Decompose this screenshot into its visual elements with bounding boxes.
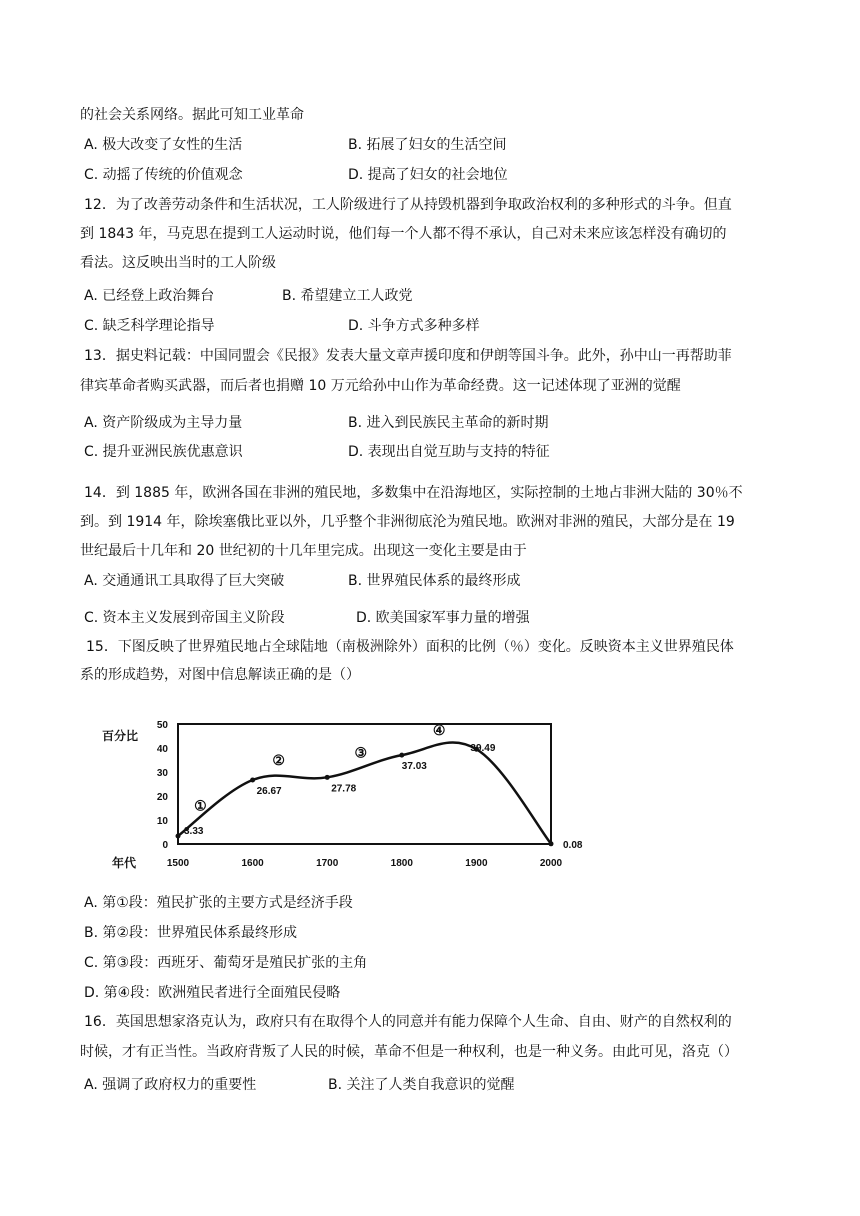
y-tick-label: 20 — [156, 792, 168, 803]
text-line: 到。到 1914 年，除埃塞俄比亚以外，几乎整个非洲彻底沦为殖民地。欧洲对非洲的殖民，大部分是在 19 — [80, 514, 735, 530]
text-line: 系的形成趋势，对图中信息解读正确的是（） — [80, 667, 360, 683]
option-d: D. 提高了妇女的社会地位 — [348, 167, 508, 183]
data-point — [250, 777, 255, 782]
option-d: D. 欧美国家军事力量的增强 — [356, 610, 530, 626]
data-point — [399, 753, 404, 758]
data-label: 39.49 — [470, 743, 496, 755]
option-b: B. 进入到民族民主革命的新时期 — [348, 415, 549, 431]
text-line: 看法。这反映出当时的工人阶级 — [80, 255, 276, 271]
text-line: 的社会关系网络。据此可知工业革命 — [80, 107, 304, 123]
data-point — [549, 841, 554, 846]
x-tick-label: 1900 — [465, 858, 488, 869]
option-c: C. 第③段：西班牙、葡萄牙是殖民扩张的主角 — [84, 955, 368, 971]
option-a: A. 第①段：殖民扩张的主要方式是经济手段 — [84, 895, 353, 911]
x-tick-label: 1500 — [166, 858, 190, 869]
data-point — [176, 834, 181, 839]
text-line: 世纪最后十几年和 20 世纪初的十几年里完成。出现这一变化主要是由于 — [80, 543, 527, 559]
question-16: 16．英国思想家洛克认为，政府只有在取得个人的同意并有能力保障个人生命、自由、财产的自然权利的 — [84, 1014, 732, 1030]
option-c: C. 提升亚洲民族优惠意识 — [84, 444, 243, 460]
segment-marker: ② — [272, 751, 285, 768]
y-tick-label: 10 — [156, 816, 168, 827]
option-d: D. 斗争方式多种多样 — [348, 318, 480, 334]
segment-marker: ① — [194, 797, 207, 814]
option-c: C. 资本主义发展到帝国主义阶段 — [84, 610, 285, 626]
text-line: 到 1843 年，马克思在提到工人运动时说，他们每一个人都不得不承认，自己对未来应该怎样没有确切的 — [80, 226, 727, 242]
question-13: 13．据史料记载：中国同盟会《民报》发表大量文章声援印度和伊朗等国斗争。此外，孙中山一再帮助菲 — [84, 348, 732, 364]
data-label: 37.03 — [401, 761, 427, 773]
option-a: A. 资产阶级成为主导力量 — [84, 415, 243, 431]
y-tick-label: 40 — [156, 744, 168, 755]
question-14: 14．到 1885 年，欧洲各国在非洲的殖民地，多数集中在沿海地区，实际控制的土地占非洲大陆的 30％不 — [84, 485, 743, 501]
data-label: 26.67 — [256, 785, 282, 797]
y-axis-label: 百分比 — [102, 729, 139, 743]
y-tick-label: 30 — [156, 768, 168, 779]
option-b: B. 世界殖民体系的最终形成 — [348, 573, 521, 589]
option-b: B. 第②段：世界殖民体系最终形成 — [84, 925, 298, 941]
data-label: 3.33 — [184, 826, 204, 838]
x-tick-label: 1800 — [390, 858, 413, 869]
question-12: 12．为了改善劳动条件和生活状况，工人阶级进行了从持毁机器到争取政治权利的多种形式的斗争。但直 — [84, 197, 732, 213]
option-b: B. 关注了人类自我意识的觉醒 — [328, 1077, 515, 1093]
x-tick-label: 1700 — [316, 858, 339, 869]
text-line: 律宾革命者购买武器，而后者也捐赠 10 万元给孙中山作为革命经费。这一记述体现了亚洲的觉醒 — [80, 378, 681, 394]
colony-area-chart — [96, 716, 596, 876]
option-d: D. 表现出自觉互助与支持的特征 — [348, 444, 550, 460]
option-a: A. 极大改变了女性的生活 — [84, 137, 243, 153]
data-point — [325, 775, 330, 780]
text-line: 时候，才有正当性。当政府背叛了人民的时候，革命不但是一种权利，也是一种义务。由此可见，洛克（） — [80, 1044, 738, 1060]
x-tick-label: 1600 — [241, 858, 264, 869]
option-b: B. 拓展了妇女的生活空间 — [348, 137, 507, 153]
option-b: B. 希望建立工人政党 — [282, 288, 413, 304]
question-15: 15．下图反映了世界殖民地占全球陆地（南极洲除外）面积的比例（％）变化。反映资本主义世界殖民体 — [86, 639, 734, 655]
option-a: A. 已经登上政治舞台 — [84, 288, 215, 304]
x-axis-label: 年代 — [112, 856, 137, 870]
option-d: D. 第④段：欧洲殖民者进行全面殖民侵略 — [84, 985, 341, 1001]
y-tick-label: 0 — [162, 840, 168, 851]
segment-marker: ③ — [354, 744, 368, 761]
option-a: A. 交通通讯工具取得了巨大突破 — [84, 573, 285, 589]
option-a: A. 强调了政府权力的重要性 — [84, 1077, 257, 1093]
option-c: C. 缺乏科学理论指导 — [84, 318, 215, 334]
segment-marker: ④ — [432, 721, 446, 738]
data-label: 0.08 — [563, 839, 583, 851]
option-c: C. 动摇了传统的价值观念 — [84, 167, 243, 183]
plot-frame — [178, 721, 551, 844]
data-label: 27.78 — [331, 783, 357, 795]
x-tick-label: 2000 — [539, 858, 563, 869]
y-tick-label: 50 — [156, 720, 168, 731]
